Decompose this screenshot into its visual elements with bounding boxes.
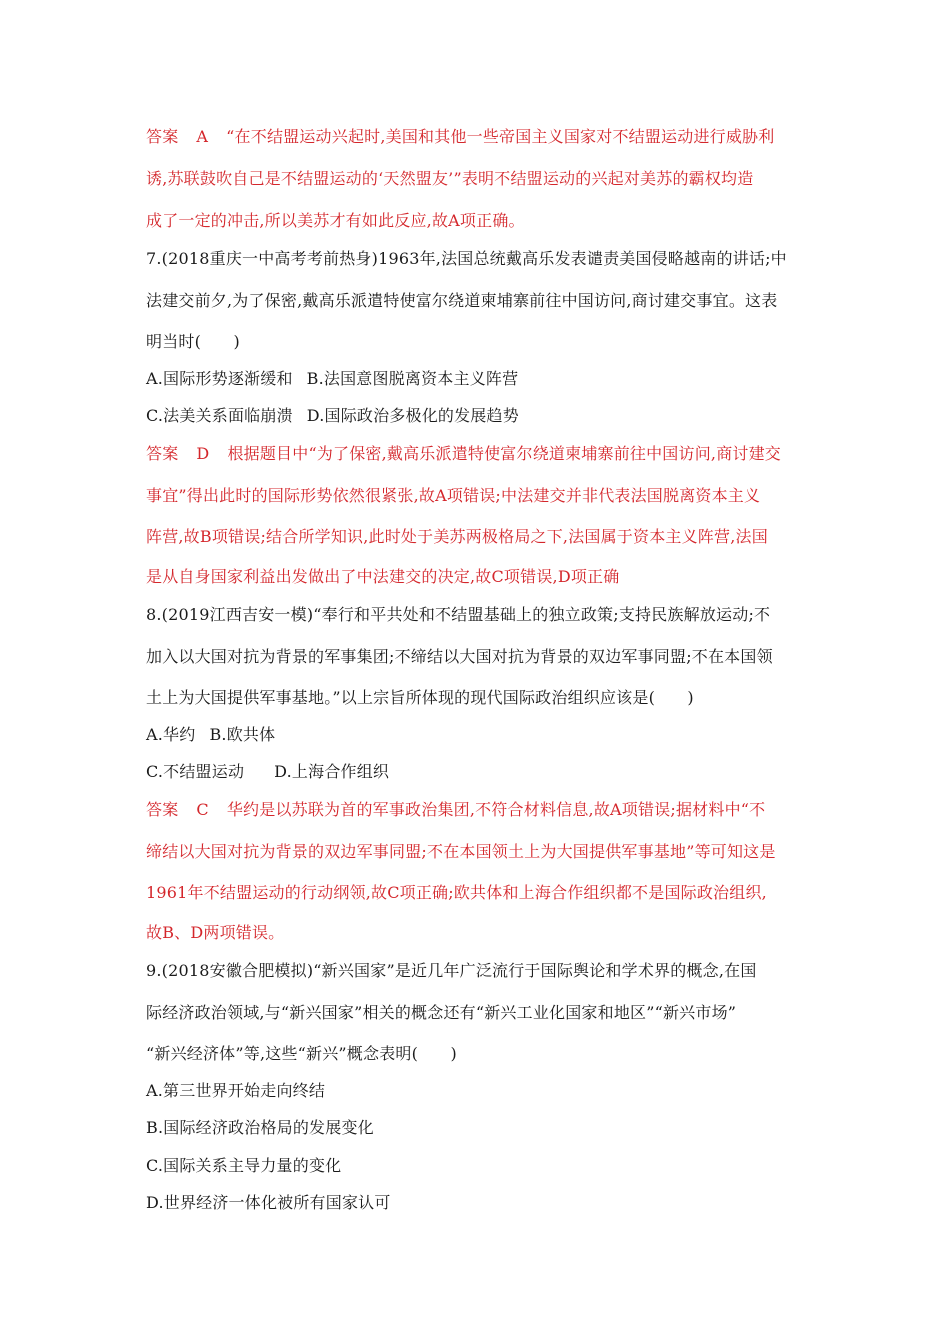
answer-7-line-1 — [146, 444, 816, 464]
question-9-line-2: 际经济政治领域,与“新兴国家”相关的概念还有“新兴工业化国家和地区”“新兴市场” — [146, 1003, 737, 1022]
option-b: B.欧共体 — [209, 725, 276, 744]
question-8-options-cd — [146, 762, 816, 782]
answer-text: 华约是以苏联为首的军事政治集团,不符合材料信息,故A项错误;据材料中“不 — [226, 800, 766, 819]
answer-6-line-2: 诱,苏联鼓吹自己是不结盟运动的‘天然盟友’”表明不结盟运动的兴起对美苏的霸权均造 — [146, 169, 754, 188]
answer-7-line-3: 阵营,故B项错误;结合所学知识,此时处于美苏两极格局之下,法国属于资本主义阵营,法国 — [146, 527, 768, 546]
option-c: C.法美关系面临崩溃 — [146, 406, 293, 425]
answer-letter: D — [196, 444, 210, 463]
answer-letter: C — [196, 800, 209, 819]
answer-8-line-2: 缔结以大国对抗为背景的双边军事同盟;不在本国领土上为大国提供军事基地”等可知这是 — [146, 842, 776, 861]
answer-6-line-1 — [146, 127, 816, 147]
question-8-line-3: 土上为大国提供军事基地。”以上宗旨所体现的现代国际政治组织应该是( ) — [146, 688, 694, 707]
question-8-options-ab — [146, 725, 816, 745]
question-9-option-d: D.世界经济一体化被所有国家认可 — [146, 1193, 391, 1212]
question-8-line-2: 加入以大国对抗为背景的军事集团;不缔结以大国对抗为背景的双边军事同盟;不在本国领 — [146, 647, 773, 666]
option-a: A.华约 — [146, 725, 196, 744]
question-7-line-2: 法建交前夕,为了保密,戴高乐派遣特使富尔绕道柬埔寨前往中国访问,商讨建交事宜。这表 — [146, 291, 778, 310]
question-7-options-ab — [146, 369, 816, 389]
answer-label: 答案 — [146, 444, 179, 463]
answer-label: 答案 — [146, 127, 179, 146]
answer-8-line-1 — [146, 800, 816, 820]
question-9-line-1: 9.(2018安徽合肥模拟)“新兴国家”是近几年广泛流行于国际舆论和学术界的概念,在国 — [146, 961, 757, 980]
option-a: A.国际形势逐渐缓和 — [146, 369, 293, 388]
answer-text: “在不结盟运动兴起时,美国和其他一些帝国主义国家对不结盟运动进行威胁利 — [226, 127, 775, 146]
question-7-options-cd — [146, 406, 816, 426]
answer-8-line-4: 故B、D两项错误。 — [146, 923, 285, 942]
answer-7-line-4: 是从自身国家利益出发做出了中法建交的决定,故C项错误,D项正确 — [146, 567, 620, 586]
answer-label: 答案 — [146, 800, 179, 819]
answer-8-line-3: 1961年不结盟运动的行动纲领,故C项正确;欧共体和上海合作组织都不是国际政治组织, — [146, 883, 767, 902]
option-c: C.不结盟运动 — [146, 762, 245, 781]
option-d: D.上海合作组织 — [274, 762, 390, 781]
question-7-line-1: 7.(2018重庆一中高考考前热身)1963年,法国总统戴高乐发表谴责美国侵略越南的讲话;中 — [146, 249, 787, 268]
question-9-option-b: B.国际经济政治格局的发展变化 — [146, 1118, 374, 1137]
answer-6-line-3: 成了一定的冲击,所以美苏才有如此反应,故A项正确。 — [146, 211, 525, 230]
answer-text: 根据题目中“为了保密,戴高乐派遣特使富尔绕道柬埔寨前往中国访问,商讨建交 — [227, 444, 781, 463]
question-8-line-1: 8.(2019江西吉安一模)“奉行和平共处和不结盟基础上的独立政策;支持民族解放运动;不 — [146, 605, 771, 624]
option-b: B.法国意图脱离资本主义阵营 — [306, 369, 519, 388]
question-9-option-c: C.国际关系主导力量的变化 — [146, 1156, 342, 1175]
question-9-line-3: “新兴经济体”等,这些“新兴”概念表明( ) — [146, 1044, 457, 1063]
answer-7-line-2: 事宜”得出此时的国际形势依然很紧张,故A项错误;中法建交并非代表法国脱离资本主义 — [146, 486, 761, 505]
answer-letter: A — [196, 127, 209, 146]
question-9-option-a: A.第三世界开始走向终结 — [146, 1081, 326, 1100]
option-d: D.国际政治多极化的发展趋势 — [306, 406, 519, 425]
question-7-line-3: 明当时( ) — [146, 332, 240, 351]
